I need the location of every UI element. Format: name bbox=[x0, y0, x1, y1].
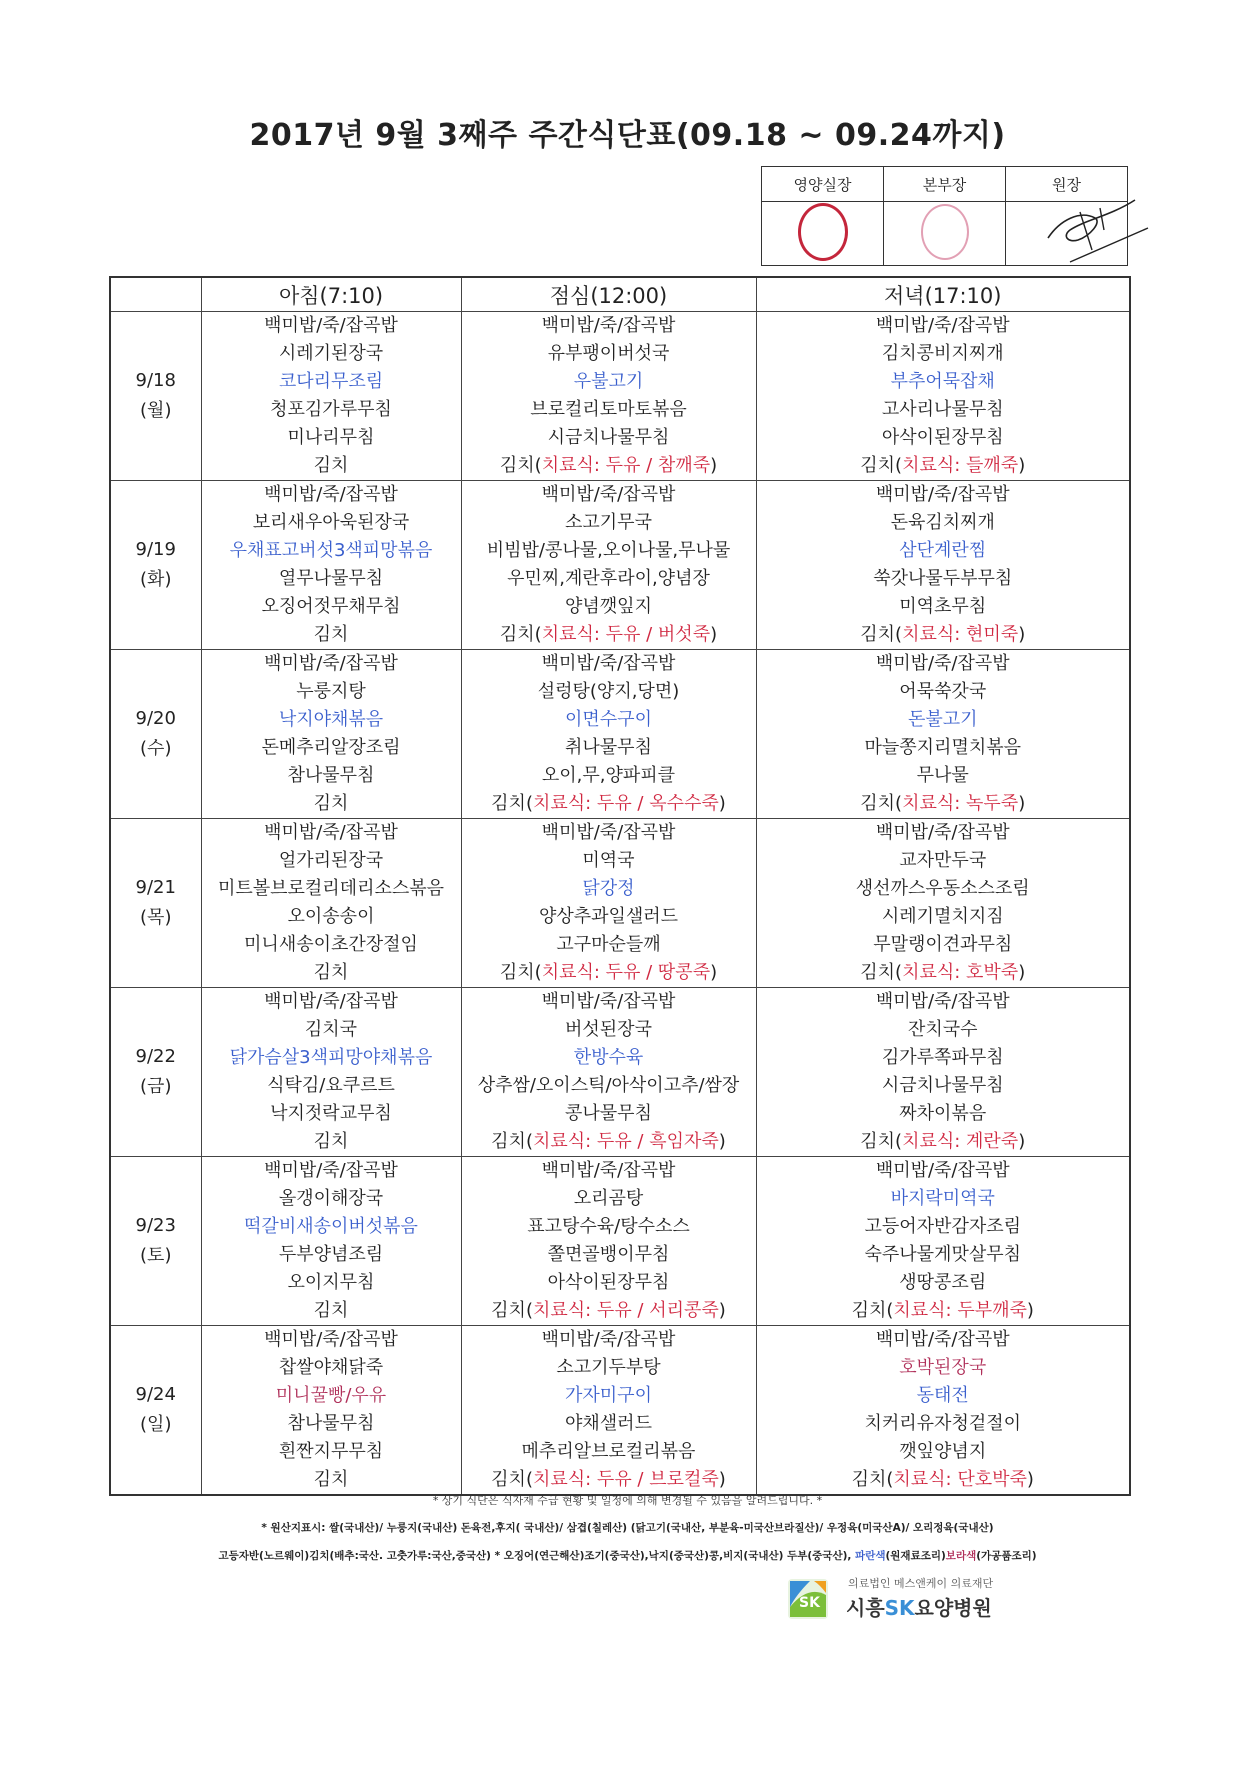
menu-item: 상추쌈/오이스틱/아삭이고추/쌈장 bbox=[477, 1075, 740, 1096]
date-cell bbox=[110, 1326, 201, 1496]
approval-header-president: 원장 bbox=[1006, 167, 1128, 202]
menu-item-highlight: 바지락미역국 bbox=[890, 1188, 995, 1209]
menu-item-highlight: 삼단계란찜 bbox=[899, 540, 987, 561]
day-row bbox=[110, 1157, 1130, 1326]
menu-item-highlight: 우채표고버섯3색피망볶음 bbox=[229, 540, 433, 561]
menu-item: 김치 bbox=[313, 455, 349, 476]
header-breakfast: 아침(7:10) bbox=[201, 277, 461, 312]
date: 9/24 bbox=[135, 1384, 176, 1405]
menu-item: 백미밥/죽/잡곡밥 bbox=[541, 315, 676, 336]
kimchi-therapy-line: 김치(치료식: 두유 / 서리콩죽) bbox=[491, 1300, 726, 1321]
menu-item: 우민찌,계란후라이,양념장 bbox=[507, 568, 710, 589]
menu-item: 김치 bbox=[313, 624, 349, 645]
menu-item: 깻잎양념지 bbox=[899, 1441, 987, 1462]
lunch-cell bbox=[461, 1326, 756, 1496]
therapy-diet-note: 치료식: 단호박죽 bbox=[893, 1469, 1027, 1490]
menu-item: 생땅콩조림 bbox=[899, 1272, 987, 1293]
breakfast-cell bbox=[201, 481, 461, 650]
hospital-name: 시흥SK요양병원 bbox=[846, 1596, 992, 1620]
foundation-name: 의료법인 메스앤케이 의료재단 bbox=[848, 1577, 994, 1590]
weekday: (수) bbox=[140, 738, 172, 759]
menu-item: 백미밥/죽/잡곡밥 bbox=[264, 653, 398, 674]
menu-item-highlight: 이면수구이 bbox=[565, 709, 652, 730]
day-row bbox=[110, 988, 1130, 1157]
menu-item: 백미밥/죽/잡곡밥 bbox=[264, 1160, 398, 1181]
menu-item: 미역국 bbox=[582, 850, 635, 871]
date: 9/23 bbox=[135, 1215, 176, 1236]
menu-item: 고등어자반감자조림 bbox=[864, 1216, 1021, 1237]
menu-item: 아삭이된장무침 bbox=[547, 1272, 670, 1293]
menu-item: 김치 bbox=[313, 1131, 349, 1152]
purple-legend: 보라색 bbox=[945, 1550, 977, 1562]
menu-item: 소고기두부탕 bbox=[556, 1357, 661, 1378]
day-row bbox=[110, 819, 1130, 988]
menu-item: 고사리나물무침 bbox=[881, 399, 1004, 420]
menu-item: 백미밥/죽/잡곡밥 bbox=[875, 1329, 1010, 1350]
menu-item: 백미밥/죽/잡곡밥 bbox=[264, 991, 398, 1012]
menu-item: 시금치나물무침 bbox=[547, 427, 670, 448]
date-cell bbox=[110, 481, 201, 650]
therapy-diet-note: 치료식: 두유 / 브로컬죽 bbox=[532, 1469, 719, 1490]
therapy-diet-note: 치료식: 두유 / 버섯죽 bbox=[541, 624, 711, 645]
menu-item: 야채샐러드 bbox=[565, 1413, 652, 1434]
therapy-diet-note: 치료식: 현미죽 bbox=[902, 624, 1019, 645]
menu-item: 보리새우아욱된장국 bbox=[252, 512, 410, 533]
menu-item: 백미밥/죽/잡곡밥 bbox=[875, 653, 1010, 674]
weekday: (화) bbox=[140, 569, 172, 590]
origin-notice-line2: 고등자반(노르웨이)김치(배추:국산. 고춧가루:국산,중국산) * 오징어(연근해산)조기(중국산),낙지(중국산)콩,비지(국내산) 두부(중국산), 파란색(원재료조리)보라색(가공품조리) bbox=[218, 1550, 1037, 1562]
menu-item: 콩나물무침 bbox=[565, 1103, 652, 1124]
kimchi-therapy-line: 김치(치료식: 두유 / 브로컬죽) bbox=[491, 1469, 726, 1490]
menu-item: 백미밥/죽/잡곡밥 bbox=[875, 315, 1010, 336]
menu-item: 설렁탕(양지,당면) bbox=[537, 681, 680, 702]
therapy-diet-note: 치료식: 계란죽 bbox=[902, 1131, 1019, 1152]
kimchi-therapy-line: 김치(치료식: 두유 / 옥수수죽) bbox=[491, 793, 726, 814]
menu-item: 백미밥/죽/잡곡밥 bbox=[264, 484, 398, 505]
menu-item: 열무나물무침 bbox=[278, 568, 384, 589]
menu-item: 미니새송이초간장절임 bbox=[244, 934, 418, 955]
pink-seal-stamp bbox=[921, 204, 969, 260]
lunch-cell bbox=[461, 819, 756, 988]
kimchi-therapy-line: 김치(치료식: 두유 / 버섯죽) bbox=[499, 624, 718, 645]
menu-item-highlight: 동태전 bbox=[916, 1385, 969, 1406]
menu-item: 시레기된장국 bbox=[278, 343, 384, 364]
menu-item: 시레기멸치지짐 bbox=[881, 906, 1004, 927]
menu-item: 오이지무침 bbox=[287, 1272, 375, 1293]
menu-item: 청포김가루무침 bbox=[270, 399, 392, 420]
dinner-cell bbox=[756, 481, 1130, 650]
menu-item: 참나물무침 bbox=[287, 1413, 375, 1434]
lunch-cell bbox=[461, 312, 756, 481]
menu-item: 백미밥/죽/잡곡밥 bbox=[264, 1329, 398, 1350]
handwritten-signature bbox=[1040, 190, 1150, 280]
lunch-cell bbox=[461, 1157, 756, 1326]
dinner-cell bbox=[756, 650, 1130, 819]
sk-logo-icon bbox=[786, 1577, 830, 1621]
weekday: (월) bbox=[140, 400, 172, 421]
menu-item: 백미밥/죽/잡곡밥 bbox=[264, 822, 398, 843]
menu-item: 백미밥/죽/잡곡밥 bbox=[541, 1160, 676, 1181]
menu-item: 양념깻잎지 bbox=[565, 596, 652, 617]
menu-item: 교자만두국 bbox=[899, 850, 987, 871]
menu-item-highlight: 코다리무조림 bbox=[278, 371, 384, 392]
menu-item: 백미밥/죽/잡곡밥 bbox=[875, 991, 1010, 1012]
menu-item: 무나물 bbox=[916, 765, 969, 786]
menu-item: 김치 bbox=[313, 962, 349, 983]
date-cell bbox=[110, 819, 201, 988]
menu-item: 고구마순들깨 bbox=[556, 934, 661, 955]
therapy-diet-note: 치료식: 들깨죽 bbox=[902, 455, 1019, 476]
menu-item: 두부양념조림 bbox=[278, 1244, 384, 1265]
header-dinner: 저녁(17:10) bbox=[756, 277, 1130, 312]
date-cell bbox=[110, 312, 201, 481]
menu-item: 표고탕수육/탕수소스 bbox=[527, 1216, 690, 1237]
menu-item: 양상추과일샐러드 bbox=[538, 906, 679, 927]
menu-item: 김치 bbox=[313, 793, 349, 814]
menu-item: 메추리알브로컬리볶음 bbox=[521, 1441, 696, 1462]
menu-item: 올갱이해장국 bbox=[278, 1188, 384, 1209]
menu-item: 김치 bbox=[313, 1469, 349, 1490]
breakfast-cell bbox=[201, 650, 461, 819]
date-cell bbox=[110, 1157, 201, 1326]
menu-item: 숙주나물게맛살무침 bbox=[864, 1244, 1021, 1265]
menu-item-highlight: 한방수육 bbox=[573, 1047, 644, 1068]
menu-item: 마늘쫑지리멸치볶음 bbox=[864, 737, 1021, 758]
menu-item-highlight: 낙지야채볶음 bbox=[278, 709, 384, 730]
therapy-diet-note: 치료식: 녹두죽 bbox=[902, 793, 1019, 814]
therapy-diet-note: 치료식: 두유 / 땅콩죽 bbox=[541, 962, 711, 983]
date: 9/19 bbox=[135, 539, 176, 560]
weekday: (금) bbox=[140, 1076, 172, 1097]
menu-item-highlight: 떡갈비새송이버섯볶음 bbox=[244, 1216, 418, 1237]
header-lunch: 점심(12:00) bbox=[461, 277, 756, 312]
menu-item: 백미밥/죽/잡곡밥 bbox=[541, 484, 676, 505]
date: 9/18 bbox=[135, 370, 176, 391]
menu-item: 오징어젓무채무침 bbox=[261, 596, 401, 617]
therapy-diet-note: 치료식: 호박죽 bbox=[902, 962, 1019, 983]
breakfast-cell bbox=[201, 819, 461, 988]
menu-item-processed: 호박된장국 bbox=[899, 1357, 987, 1378]
approval-header-nutrition: 영양실장 bbox=[762, 167, 884, 202]
menu-item: 소고기무국 bbox=[565, 512, 652, 533]
day-row bbox=[110, 312, 1130, 481]
kimchi-therapy-line: 김치(치료식: 호박죽) bbox=[860, 962, 1026, 983]
approval-slot-director bbox=[884, 202, 1006, 266]
menu-item: 브로컬리토마토볶음 bbox=[530, 399, 687, 420]
menu-item: 백미밥/죽/잡곡밥 bbox=[541, 991, 676, 1012]
dinner-cell bbox=[756, 988, 1130, 1157]
hospital-logo bbox=[786, 1575, 1046, 1625]
menu-item: 김치 bbox=[313, 1300, 349, 1321]
menu-item: 누룽지탕 bbox=[296, 681, 366, 702]
header-date bbox=[110, 277, 201, 312]
approval-slot-nutrition bbox=[762, 202, 884, 266]
menu-item: 김치국 bbox=[304, 1019, 358, 1040]
menu-item: 백미밥/죽/잡곡밥 bbox=[875, 484, 1010, 505]
menu-item: 참나물무침 bbox=[287, 765, 375, 786]
menu-item: 유부팽이버섯국 bbox=[547, 343, 670, 364]
menu-item: 오이송송이 bbox=[287, 906, 375, 927]
menu-item-highlight: 닭가슴살3색피망야채볶음 bbox=[229, 1047, 433, 1068]
menu-item: 쑥갓나물두부무침 bbox=[873, 568, 1013, 589]
therapy-diet-note: 치료식: 두유 / 참깨죽 bbox=[541, 455, 711, 476]
dinner-cell bbox=[756, 1157, 1130, 1326]
dinner-cell bbox=[756, 819, 1130, 988]
svg-text:SK: SK bbox=[799, 1595, 820, 1611]
red-seal-stamp bbox=[798, 203, 848, 261]
menu-item: 무말랭이견과무침 bbox=[873, 934, 1013, 955]
origin-notice-line1: * 원산지표시: 쌀(국내산)/ 누룽지(국내산) 돈육전,후지( 국내산)/ 삼겹(칠레산) (닭고기(국내산, 부분육-미국산브라질산)/ 우정육(미국산A)/ 오리정육(국내산) bbox=[261, 1522, 994, 1534]
menu-item-processed: 미니꿀빵/우유 bbox=[275, 1385, 387, 1406]
day-row bbox=[110, 481, 1130, 650]
kimchi-therapy-line: 김치(치료식: 녹두죽) bbox=[860, 793, 1026, 814]
menu-item: 미나리무침 bbox=[287, 427, 375, 448]
menu-item: 오이,무,양파피클 bbox=[541, 765, 676, 786]
menu-item-highlight: 우불고기 bbox=[573, 371, 644, 392]
menu-item: 백미밥/죽/잡곡밥 bbox=[541, 653, 676, 674]
therapy-diet-note: 치료식: 두유 / 옥수수죽 bbox=[532, 793, 719, 814]
lunch-cell bbox=[461, 988, 756, 1157]
menu-item: 미역초무침 bbox=[899, 596, 987, 617]
kimchi-therapy-line: 김치(치료식: 계란죽) bbox=[860, 1131, 1026, 1152]
menu-item: 시금치나물무침 bbox=[881, 1075, 1004, 1096]
menu-item: 얼가리된장국 bbox=[278, 850, 384, 871]
therapy-diet-note: 치료식: 두유 / 서리콩죽 bbox=[532, 1300, 719, 1321]
weekday: (일) bbox=[140, 1414, 172, 1435]
change-notice: * 상기 식단은 식자재 수급 현황 및 일정에 의해 변경될 수 있음을 알려드립니다. * bbox=[432, 1494, 823, 1507]
kimchi-therapy-line: 김치(치료식: 두유 / 흑임자죽) bbox=[491, 1131, 726, 1152]
kimchi-therapy-line: 김치(치료식: 두부깨죽) bbox=[851, 1300, 1034, 1321]
menu-item: 백미밥/죽/잡곡밥 bbox=[875, 1160, 1010, 1181]
menu-item-highlight: 돈불고기 bbox=[907, 709, 978, 730]
menu-item: 생선까스우동소스조림 bbox=[855, 878, 1030, 899]
menu-item-highlight: 닭강정 bbox=[582, 878, 635, 899]
approval-header-director: 본부장 bbox=[884, 167, 1006, 202]
menu-item: 김가루쪽파무침 bbox=[881, 1047, 1004, 1068]
menu-item-highlight: 가자미구이 bbox=[565, 1385, 652, 1406]
day-row bbox=[110, 650, 1130, 819]
day-row bbox=[110, 1326, 1130, 1496]
therapy-diet-note: 치료식: 두유 / 흑임자죽 bbox=[532, 1131, 719, 1152]
menu-item: 버섯된장국 bbox=[565, 1019, 652, 1040]
kimchi-therapy-line: 김치(치료식: 단호박죽) bbox=[851, 1469, 1034, 1490]
lunch-cell bbox=[461, 650, 756, 819]
menu-item: 쫄면골뱅이무침 bbox=[547, 1244, 670, 1265]
menu-item: 아삭이된장무침 bbox=[881, 427, 1004, 448]
menu-item: 어묵쑥갓국 bbox=[899, 681, 987, 702]
menu-item: 비빔밥/콩나물,오이나물,무나물 bbox=[486, 540, 731, 561]
menu-item: 취나물무침 bbox=[565, 737, 652, 758]
menu-item: 백미밥/죽/잡곡밥 bbox=[541, 1329, 676, 1350]
weekday: (토) bbox=[140, 1245, 172, 1266]
weekly-menu-table bbox=[109, 276, 1131, 1496]
breakfast-cell bbox=[201, 1326, 461, 1496]
menu-item: 낙지젓락교무침 bbox=[270, 1103, 392, 1124]
menu-item: 잔치국수 bbox=[907, 1019, 978, 1040]
date: 9/22 bbox=[135, 1046, 176, 1067]
menu-item: 흰짠지무무침 bbox=[278, 1441, 384, 1462]
menu-item: 치커리유자청겉절이 bbox=[864, 1413, 1021, 1434]
menu-item: 백미밥/죽/잡곡밥 bbox=[264, 315, 398, 336]
menu-item: 김치콩비지찌개 bbox=[881, 343, 1004, 364]
dinner-cell bbox=[756, 312, 1130, 481]
menu-item: 짜차이볶음 bbox=[899, 1103, 987, 1124]
menu-item: 찹쌀야채닭죽 bbox=[278, 1357, 384, 1378]
menu-item: 식탁김/요쿠르트 bbox=[267, 1075, 395, 1096]
date-cell bbox=[110, 650, 201, 819]
date: 9/21 bbox=[135, 877, 176, 898]
lunch-cell bbox=[461, 481, 756, 650]
date-cell bbox=[110, 988, 201, 1157]
page-title: 2017년 9월 3째주 주간식단표(09.18 ~ 09.24까지) bbox=[249, 118, 1006, 153]
menu-item: 백미밥/죽/잡곡밥 bbox=[541, 822, 676, 843]
menu-item: 백미밥/죽/잡곡밥 bbox=[875, 822, 1010, 843]
kimchi-therapy-line: 김치(치료식: 두유 / 참깨죽) bbox=[499, 455, 718, 476]
blue-legend: 파란색 bbox=[855, 1550, 886, 1562]
dinner-cell bbox=[756, 1326, 1130, 1496]
kimchi-therapy-line: 김치(치료식: 두유 / 땅콩죽) bbox=[499, 962, 718, 983]
weekday: (목) bbox=[140, 907, 172, 928]
menu-item: 미트볼브로컬리데리소스볶음 bbox=[217, 878, 445, 899]
kimchi-therapy-line: 김치(치료식: 들깨죽) bbox=[860, 455, 1026, 476]
therapy-diet-note: 치료식: 두부깨죽 bbox=[893, 1300, 1027, 1321]
menu-item-highlight: 부추어묵잡채 bbox=[890, 371, 995, 392]
breakfast-cell bbox=[201, 312, 461, 481]
date: 9/20 bbox=[135, 708, 176, 729]
breakfast-cell bbox=[201, 1157, 461, 1326]
menu-item: 돈육김치찌개 bbox=[890, 512, 995, 533]
menu-item: 오리곰탕 bbox=[573, 1188, 644, 1209]
breakfast-cell bbox=[201, 988, 461, 1157]
kimchi-therapy-line: 김치(치료식: 현미죽) bbox=[860, 624, 1026, 645]
menu-item: 돈메추리알장조림 bbox=[261, 737, 401, 758]
